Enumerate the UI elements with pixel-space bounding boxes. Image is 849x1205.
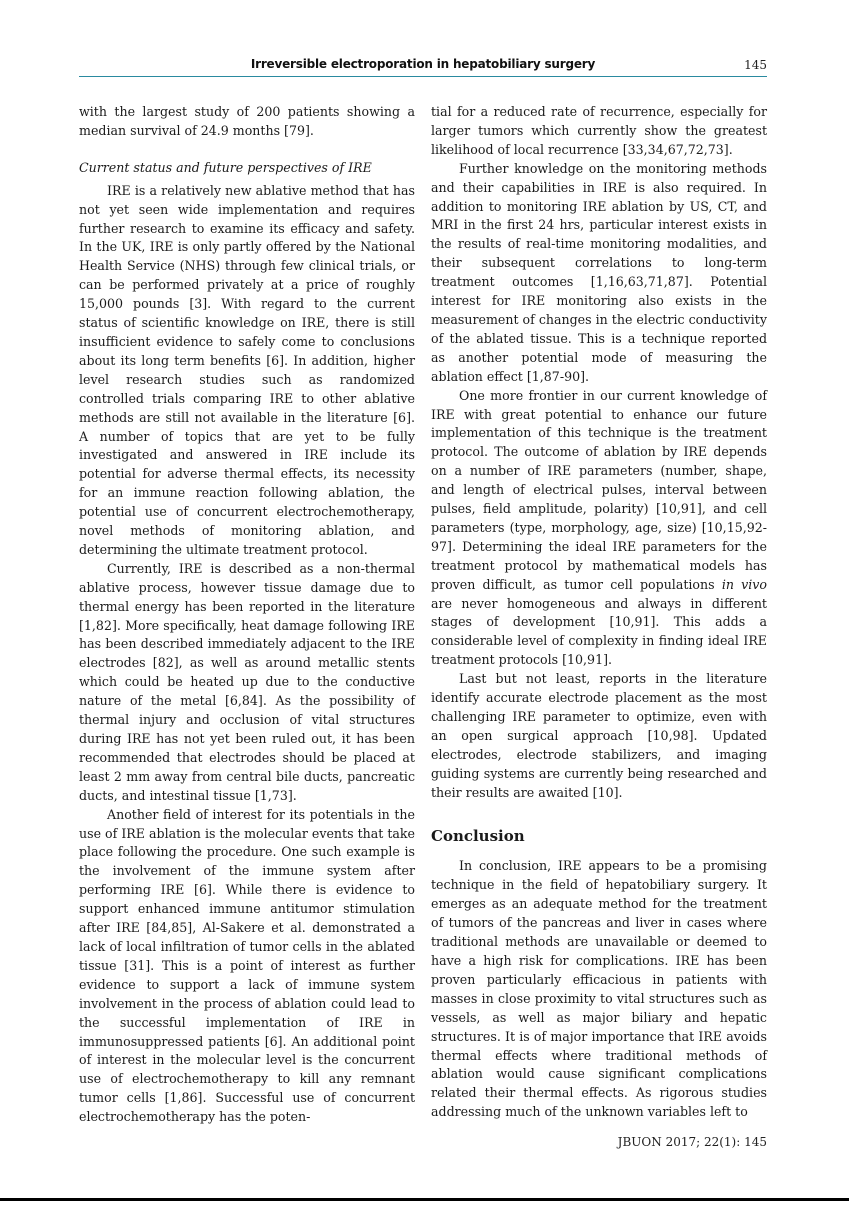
page-number: 145 xyxy=(744,58,767,72)
paragraph: IRE is a relatively new ablative method that has not yet seen wide implementation and requires further research to examine its efficacy and safety. In the UK, IRE is only partly offered by the National Health Service (NHS) through few clinical trials, or can be performed privately at a price of roughly 15,000 pounds [3]. With regard to the current status of scientific knowledge on IRE, there is still insufficient evidence to safely come to conclusions about its long term benefits [6]. In addition, higher level research studies such as randomized controlled trials comparing IRE to other ablative methods are still not available in the literature [6]. A number of topics that are yet to be fully investigated and answered in IRE include its potential for adverse thermal effects, its necessity for an immune reaction following ablation, the potential use of concurrent electrochemotherapy, novel methods of monitoring ablation, and determining the ultimate treatment protocol. xyxy=(79,182,415,557)
subsection-heading: Current status and future perspectives of IRE xyxy=(79,159,372,175)
bottom-rule xyxy=(0,1198,849,1201)
paragraph: Another field of interest for its potentials in the use of IRE ablation is the molecular events that take place following the procedure. One such example is the involvement of the immune system after performing IRE [6]. While there is evidence to support enhanced immune antitumor stimulation after IRE [84,85], Al-Sakere et al. demonstrated a lack of local infiltration of tumor cells in the ablated tissue [31]. This is a point of interest as further evidence to support a lack of immune system involvement in the process of ablation could lead to the successful implementation of IRE in immunosuppressed patients [6]. An additional point of interest in the molecular level is the concurrent use of electrochemotherapy to kill any remnant tumor cells [1,86]. Successful use of concurrent electrochemotherapy has the poten- xyxy=(79,806,415,1125)
paragraph: In conclusion, IRE appears to be a promising technique in the field of hepatobiliary surgery. It emerges as an adequate method for the treatment of tumors of the pancreas and liver in cases where traditional methods are unavailable or deemed to have a high risk for complications. IRE has been proven particularly efficacious in patients with masses in close proximity to vital structures such as vessels, as well as major biliary and hepatic structures. It is of major importance that IRE avoids thermal effects where traditional methods of ablation would cause significant complications related their thermal effects. As rigorous studies addressing much of the unknown variables left to xyxy=(431,858,767,1120)
running-header xyxy=(79,56,767,77)
paragraph: Currently, IRE is described as a non-thermal ablative process, however tissue damage due to thermal energy has been reported in the literature [1,82]. More specifically, heat damage following IRE has been described immediately adjacent to the IRE electrodes [82], as well as around metallic stents which could be heated up due to the conductive nature of the metal [6,84]. As the possibility of thermal injury and occlusion of vital structures during IRE has not yet been ruled out, it has been recommended that electrodes should be placed at least 2 mm away from central bile ducts, pancreatic ducts, and intestinal tissue [1,73]. xyxy=(79,560,415,803)
paragraph: Further knowledge on the monitoring methods and their capabilities in IRE is also required. In addition to monitoring IRE ablation by US, CT, and MRI in the first 24 hrs, particular interest exists in the results of real-time monitoring modalities, and their subsequent correlations to long-term treatment outcomes [1,16,63,71,87]. Potential interest for IRE monitoring also exists in the measurement of changes in the electric conductivity of the ablated tissue. This is a technique reported as another potential mode of measuring the ablation effect [1,87-90]. xyxy=(431,160,767,384)
paragraph xyxy=(431,387,767,671)
left-column xyxy=(79,103,415,1127)
paragraph-text: One more frontier in our current knowledge of IRE with great potential to enhance our future implementation of this technique is the treatment protocol. The outcome of ablation by IRE depends on a number of IRE parameters (number, shape, and length of electrical pulses, interval between pulses, field amplitude, polarity) [10,91], and cell parameters (type, morphology, age, size) [10,15,92-97]. Determining the ideal IRE parameters for the treatment protocol by mathematical models has proven difficult, as tumor cell populations xyxy=(431,387,767,592)
section-heading-conclusion: Conclusion xyxy=(431,826,525,845)
paragraph-text: are never homogeneous and always in different stages of development [10,91]. This adds a considerable level of complexity in finding ideal IRE treatment protocols [10,91]. xyxy=(431,595,767,668)
journal-citation: JBUON 2017; 22(1): 145 xyxy=(617,1135,767,1149)
paragraph: Last but not least, reports in the literature identify accurate electrode placement as the most challenging IRE parameter to optimize, even with an open surgical approach [10,98]. Updated electrodes, electrode stabilizers, and imaging guiding systems are currently being researched and their results are awaited [10]. xyxy=(431,671,767,800)
italic-term: in vivo xyxy=(721,576,768,592)
paragraph: tial for a reduced rate of recurrence, especially for larger tumors which currently show the greatest likelihood of local recurrence [33,34,67,72,73]. xyxy=(431,104,767,157)
running-title: Irreversible electroporation in hepatobiliary surgery xyxy=(250,57,596,71)
right-column xyxy=(431,103,767,1122)
paragraph: with the largest study of 200 patients showing a median survival of 24.9 months [79]. xyxy=(79,104,415,138)
